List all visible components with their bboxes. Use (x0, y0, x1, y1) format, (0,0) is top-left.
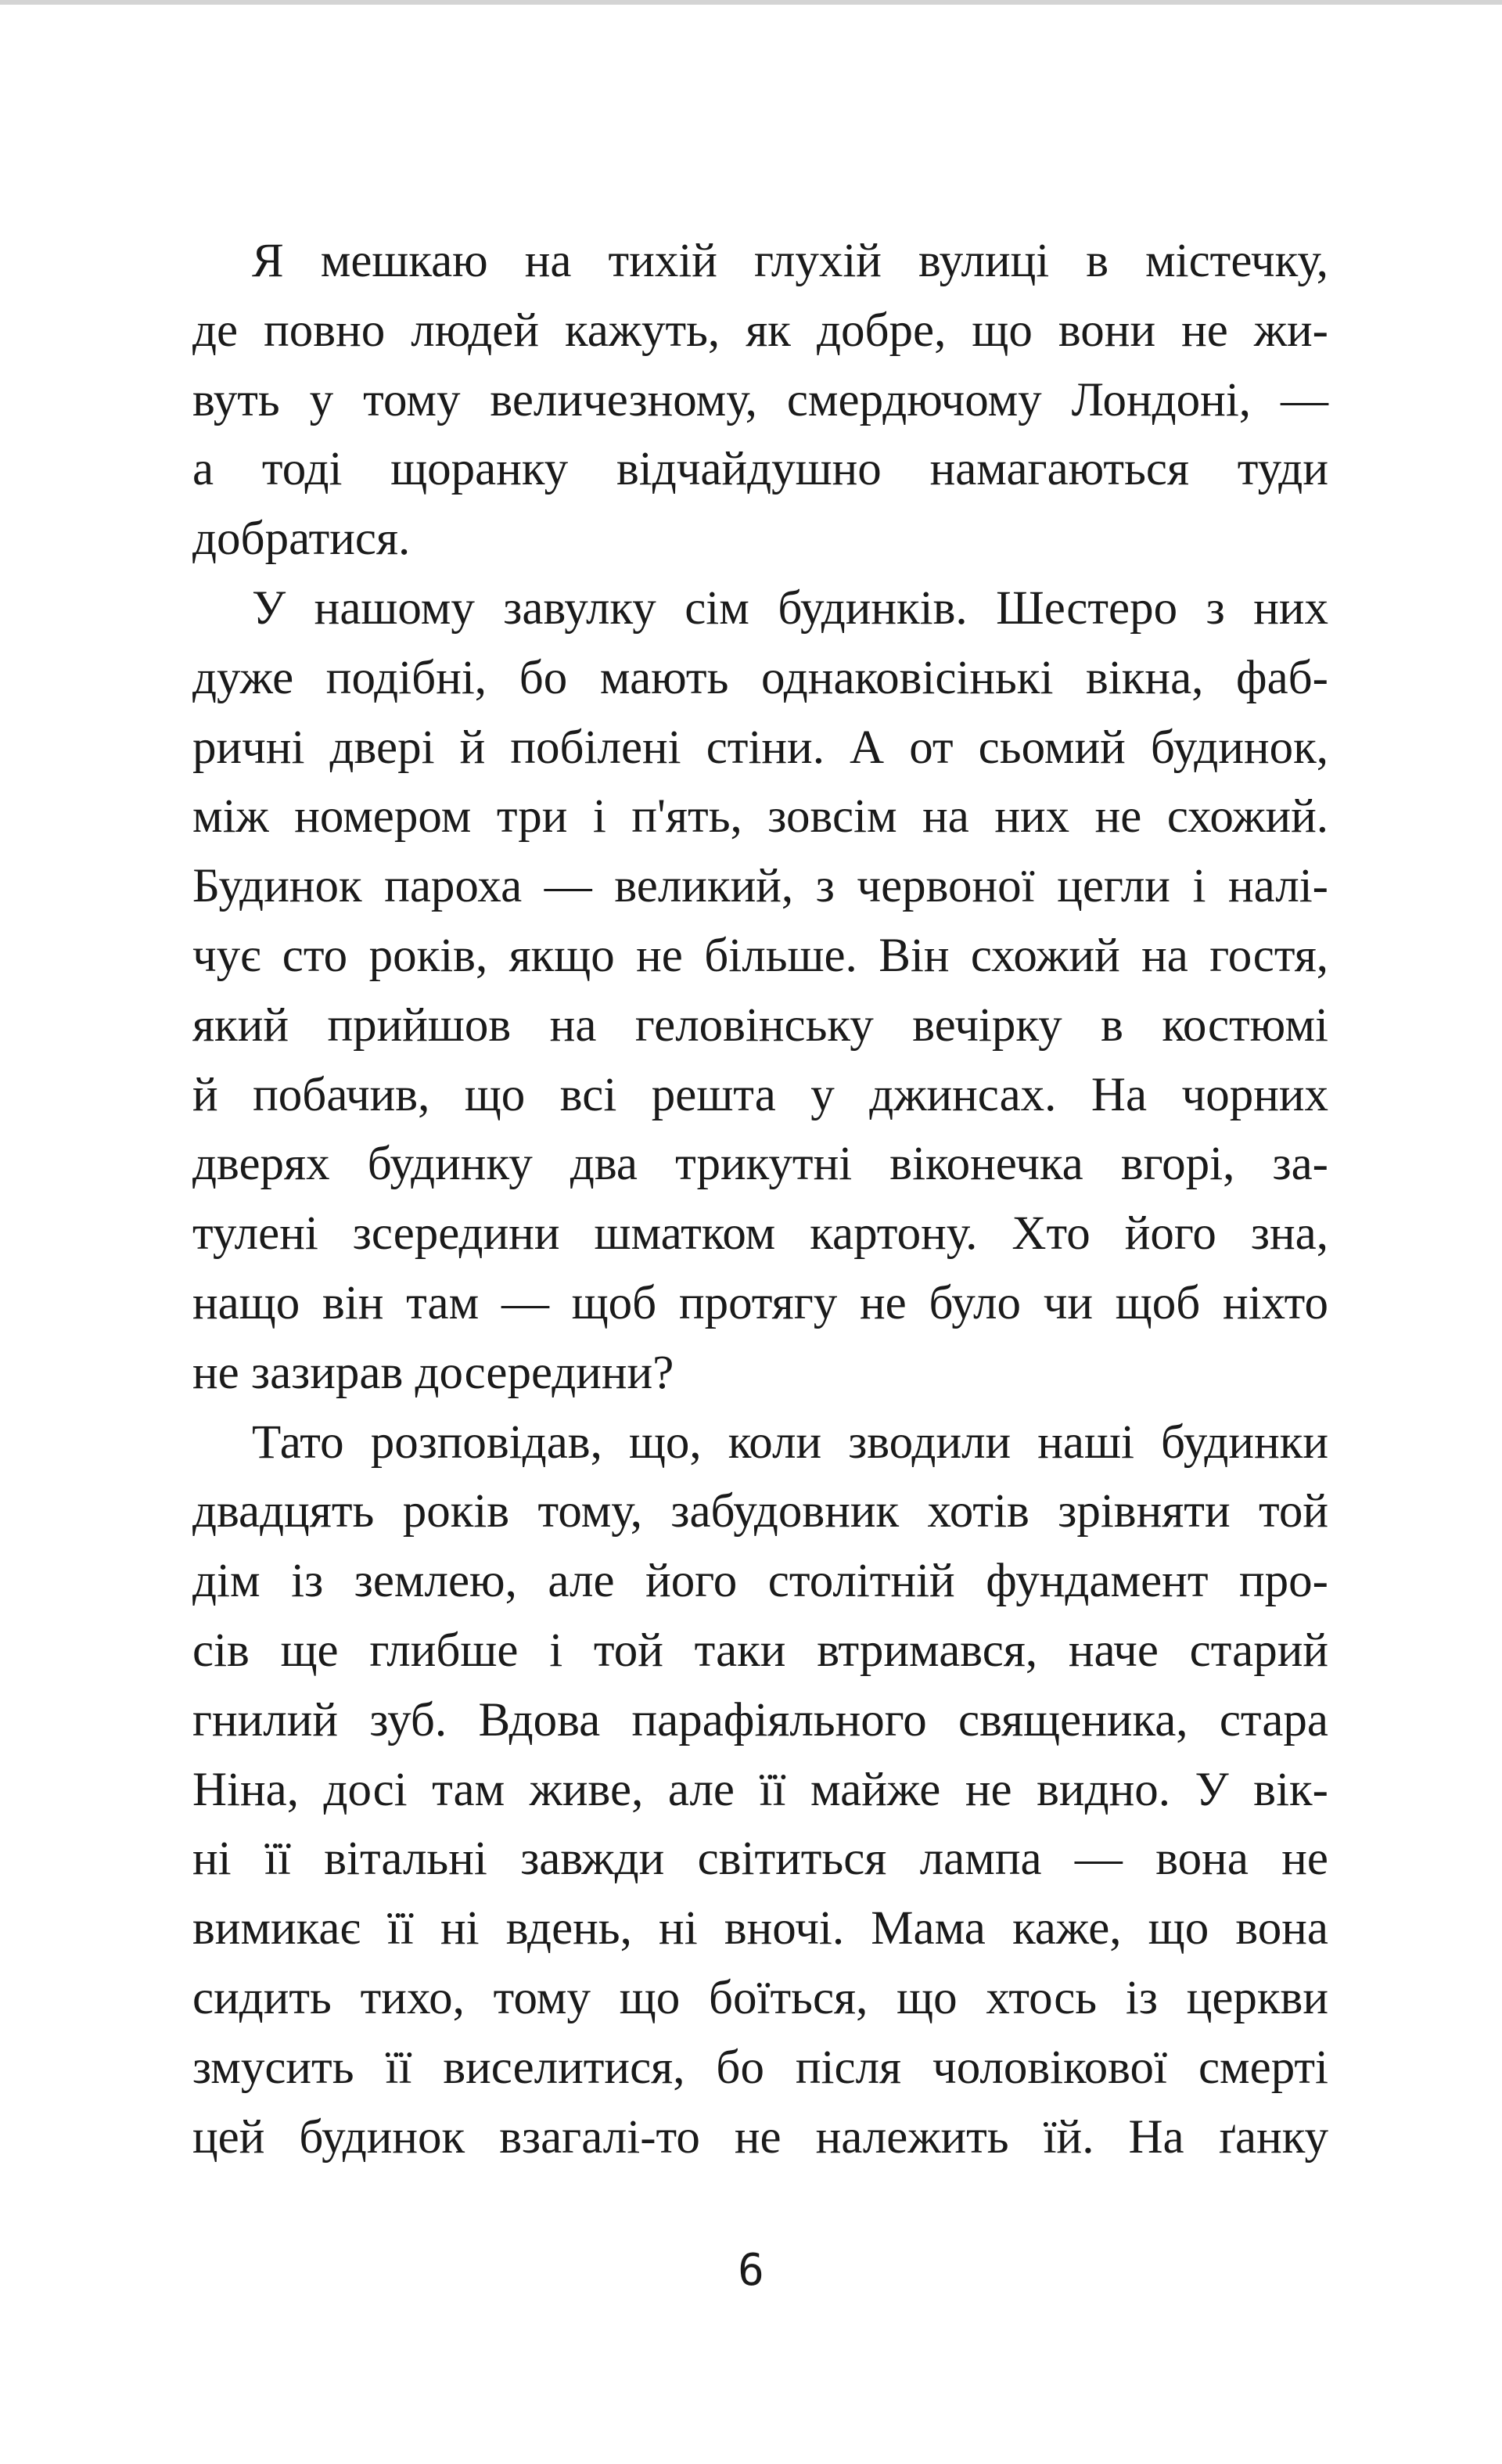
text-line: чує сто років, якщо не більше. Він схожий на гостя, (192, 929, 1328, 982)
page-body-text (192, 227, 1328, 2172)
text-line: ні її вітальні завжди світиться лампа — вона не (192, 1833, 1328, 1886)
text-line: Ніна, досі там живе, але її майже не видно. У вік- (192, 1763, 1328, 1816)
text-line: вуть у тому величезному, смердючому Лондоні, — (192, 373, 1328, 426)
text-line: сів ще глибше і той таки втримався, наче старий (192, 1624, 1328, 1677)
text-line: Тато розповідав, що, коли зводили наші будинки (252, 1415, 1328, 1469)
text-line: дверях будинку два трикутні віконечка вгорі, за- (192, 1138, 1328, 1191)
text-line: Будинок пароха — великий, з червоної цегли і налі- (192, 860, 1328, 913)
text-line: а тоді щоранку відчайдушно намагаються туди (192, 443, 1328, 496)
text-line: сидить тихо, тому що боїться, що хтось із церкви (192, 1971, 1328, 2024)
text-line: тулені зсередини шматком картону. Хто його зна, (192, 1207, 1328, 1261)
text-line: добратися. (192, 513, 411, 566)
page-number: 6 (738, 2245, 764, 2296)
text-line: двадцять років тому, забудовник хотів зрівняти той (192, 1485, 1328, 1538)
text-line: вимикає її ні вдень, ні вночі. Мама каже, що вона (192, 1902, 1328, 1955)
text-line: Я мешкаю на тихій глухій вулиці в містечку, (252, 235, 1328, 287)
text-line: нащо він там — щоб протягу не було чи щоб ніхто (192, 1276, 1328, 1329)
text-line: не зазирав досередини? (192, 1346, 674, 1399)
text-line: гнилий зуб. Вдова парафіяльного священика, стара (192, 1693, 1328, 1746)
text-line: й побачив, що всі решта у джинсах. На чорних (192, 1068, 1328, 1121)
text-line: який прийшов на геловінську вечірку в костюмі (192, 998, 1328, 1052)
text-line: де повно людей кажуть, як добре, що вони не жи- (192, 304, 1328, 357)
text-line: У нашому завулку сім будинків. Шестеро з них (252, 581, 1328, 635)
text-line: цей будинок взагалі-то не належить їй. На ґанку (192, 2110, 1328, 2164)
text-line: ричні двері й побілені стіни. А от сьомий будинок, (192, 721, 1328, 774)
top-edge-rule (0, 0, 1502, 5)
text-line: дім із землею, але його столітній фундамент про- (192, 1555, 1328, 1608)
text-line: змусить її виселитися, бо після чоловікової смерті (192, 2041, 1328, 2094)
text-line: між номером три і п'ять, зовсім на них не схожий. (192, 790, 1328, 844)
text-line: дуже подібні, бо мають однаковісінькі вікна, фаб- (192, 651, 1328, 704)
